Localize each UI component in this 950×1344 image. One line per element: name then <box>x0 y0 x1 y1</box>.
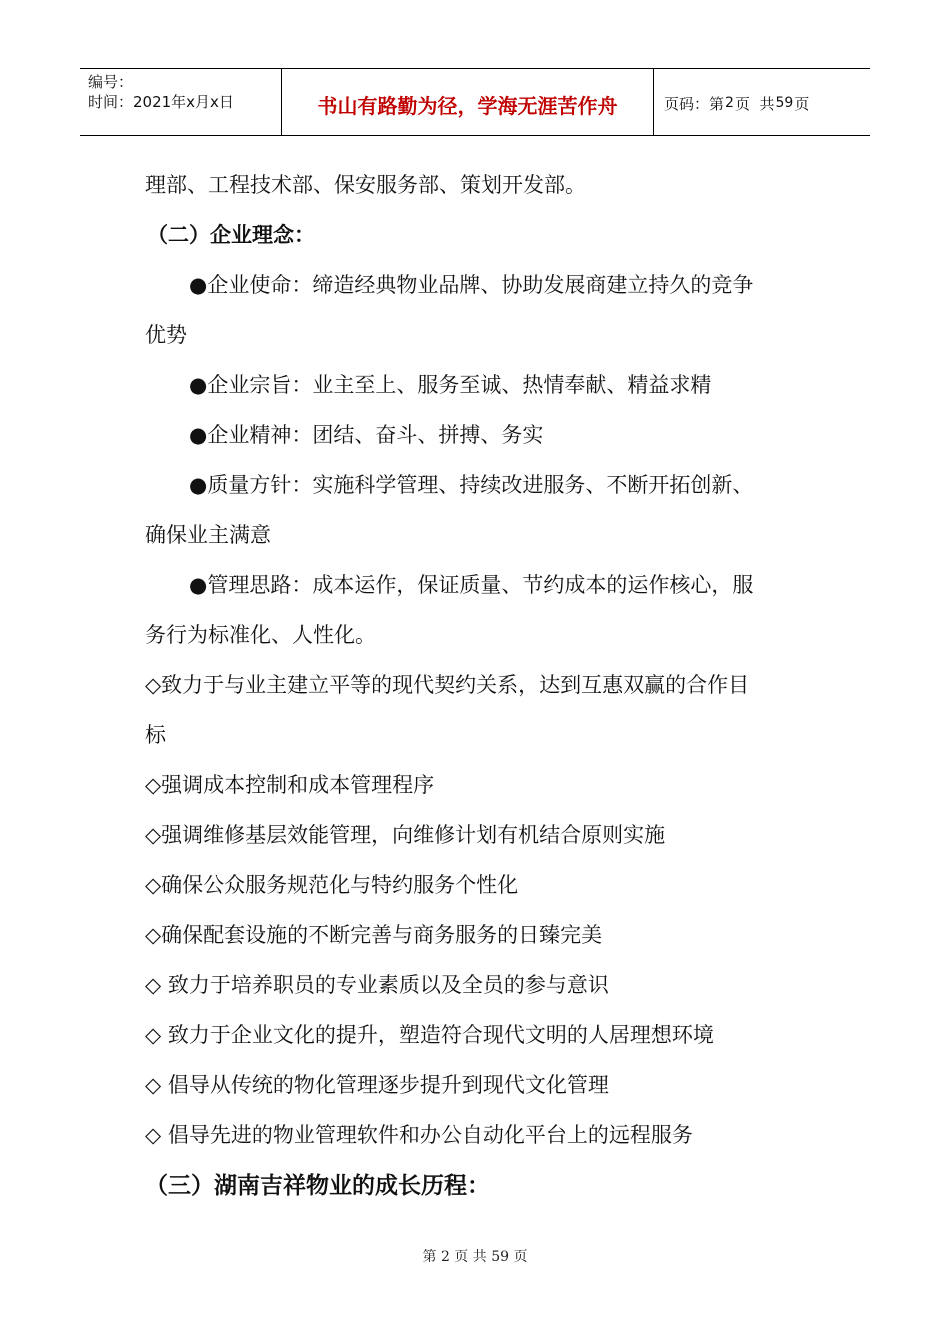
list-item: ◇ 倡导从传统的物化管理逐步提升到现代文化管理 <box>145 1073 609 1097</box>
list-item: ◇强调维修基层效能管理，向维修计划有机结合原则实施 <box>145 823 666 847</box>
document-body <box>145 160 817 1212</box>
page-footer: 第 2 页 共 59 页 <box>422 1249 528 1265</box>
page-middle: 页 共 <box>734 94 775 113</box>
list-item: ◇ 致力于企业文化的提升，塑造符合现代文明的人居理想环境 <box>145 1023 714 1047</box>
list-item: ◇确保配套设施的不断完善与商务服务的日臻完美 <box>145 923 603 947</box>
paragraph-line: 理部、工程技术部、保安服务部、策划开发部。 <box>145 173 586 197</box>
header-motto: 书山有路勤为径，学海无涯苦作舟 <box>282 69 654 135</box>
page-suffix: 页 <box>794 94 810 113</box>
list-item: ●企业精神：团结、奋斗、拼搏、务实 <box>189 423 544 447</box>
list-item-continuation: 标 <box>145 723 166 747</box>
document-number-label: 编号： <box>88 73 134 91</box>
list-item-continuation: 优势 <box>145 323 187 347</box>
list-item-continuation: 务行为标准化、人性化。 <box>145 623 376 647</box>
page-total: 59 <box>775 95 794 111</box>
list-item: ◇ 致力于培养职员的专业素质以及全员的参与意识 <box>145 973 609 997</box>
list-item: ◇致力于与业主建立平等的现代契约关系，达到互惠双赢的合作目 <box>145 673 750 697</box>
page-header <box>80 68 870 136</box>
page-prefix: 页码：第 <box>664 94 725 113</box>
header-info-cell <box>80 69 282 135</box>
list-item: ●企业宗旨：业主至上、服务至诚、热情奉献、精益求精 <box>189 373 712 397</box>
header-page-indicator <box>654 69 870 135</box>
list-item: ●管理思路：成本运作，保证质量、节约成本的运作核心，服 <box>189 573 754 597</box>
document-time-label: 时间：2021年x月x日 <box>88 93 234 111</box>
page-current: 2 <box>725 95 734 111</box>
section-heading: （二）企业理念： <box>147 223 315 247</box>
section-heading: （三）湖南吉祥物业的成长历程： <box>145 1173 490 1199</box>
list-item: ●质量方针：实施科学管理、持续改进服务、不断开拓创新、 <box>189 473 754 497</box>
list-item: ◇ 倡导先进的物业管理软件和办公自动化平台上的远程服务 <box>145 1123 693 1147</box>
list-item: ◇确保公众服务规范化与特约服务个性化 <box>145 873 519 897</box>
list-item: ◇强调成本控制和成本管理程序 <box>145 773 435 797</box>
list-item: ●企业使命：缔造经典物业品牌、协助发展商建立持久的竞争 <box>189 273 754 297</box>
list-item-continuation: 确保业主满意 <box>145 523 271 547</box>
